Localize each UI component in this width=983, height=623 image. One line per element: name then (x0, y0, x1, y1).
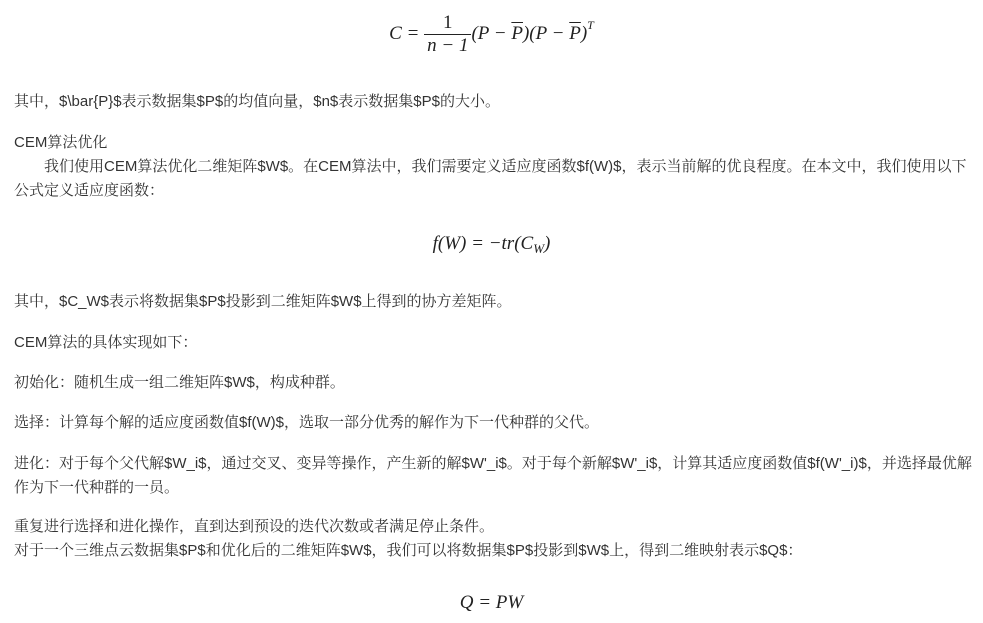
covariance-rhs-a: (P − (471, 22, 512, 44)
paragraph-mean-definition: 其中，$\bar{P}$表示数据集$P$的均值向量，$n$表示数据集$P$的大小。 (14, 93, 500, 110)
paragraph-cem-intro: 我们使用CEM算法优化二维矩阵$W$。在CEM算法中，我们需要定义适应度函数$f(W)$，表示当前解的优良程度。在本文中，我们使用以下公式定义适应度函数： (14, 158, 967, 199)
paragraph-cw-definition: 其中，$C_W$表示将数据集$P$投影到二维矩阵$W$上得到的协方差矩阵。 (14, 293, 512, 310)
covariance-formula (0, 12, 983, 57)
covariance-rhs-c: ) (580, 22, 588, 44)
fraction-denominator: n − 1 (424, 34, 471, 57)
projection-formula: Q = PW (459, 592, 524, 613)
covariance-fraction (424, 12, 471, 57)
mean-p-symbol-2: $\overline{P}$ (569, 22, 581, 44)
section-heading-cem: CEM算法优化 (14, 134, 108, 151)
covariance-rhs-b: )(P − (522, 22, 570, 44)
mean-p-symbol: $\overline{P}$ (511, 22, 523, 44)
paragraph-initialization: 初始化：随机生成一组二维矩阵$W$，构成种群。 (14, 374, 345, 391)
paragraph-evolution: 进化：对于每个父代解$W_i$，通过交叉、变异等操作，产生新的解$W'_i$。对于每个新解$W'_i$，计算其适应度函数值$f(W'_i)$，并选择最优解作为下一代种群的一员。 (14, 455, 972, 496)
fitness-main: f(W) = −tr(C (432, 233, 534, 254)
fraction-numerator: 1 (443, 12, 453, 33)
paragraph-projection-intro: 对于一个三维点云数据集$P$和优化后的二维矩阵$W$，我们可以将数据集$P$投影到$W$上，得到二维映射表示$Q$： (14, 542, 803, 559)
paragraph-repeat: 重复进行选择和进化操作，直到达到预设的迭代次数或者满足停止条件。 (14, 518, 495, 535)
fitness-subscript: W (533, 241, 545, 256)
fitness-formula (0, 232, 983, 261)
transpose-superscript: T (587, 17, 594, 32)
paragraph-selection: 选择：计算每个解的适应度函数值$f(W)$，选取一部分优秀的解作为下一代种群的父代。 (14, 414, 600, 431)
fitness-end: ) (544, 233, 551, 254)
paragraph-implementation-intro: CEM算法的具体实现如下： (14, 334, 198, 351)
covariance-lhs: C = (389, 22, 420, 44)
